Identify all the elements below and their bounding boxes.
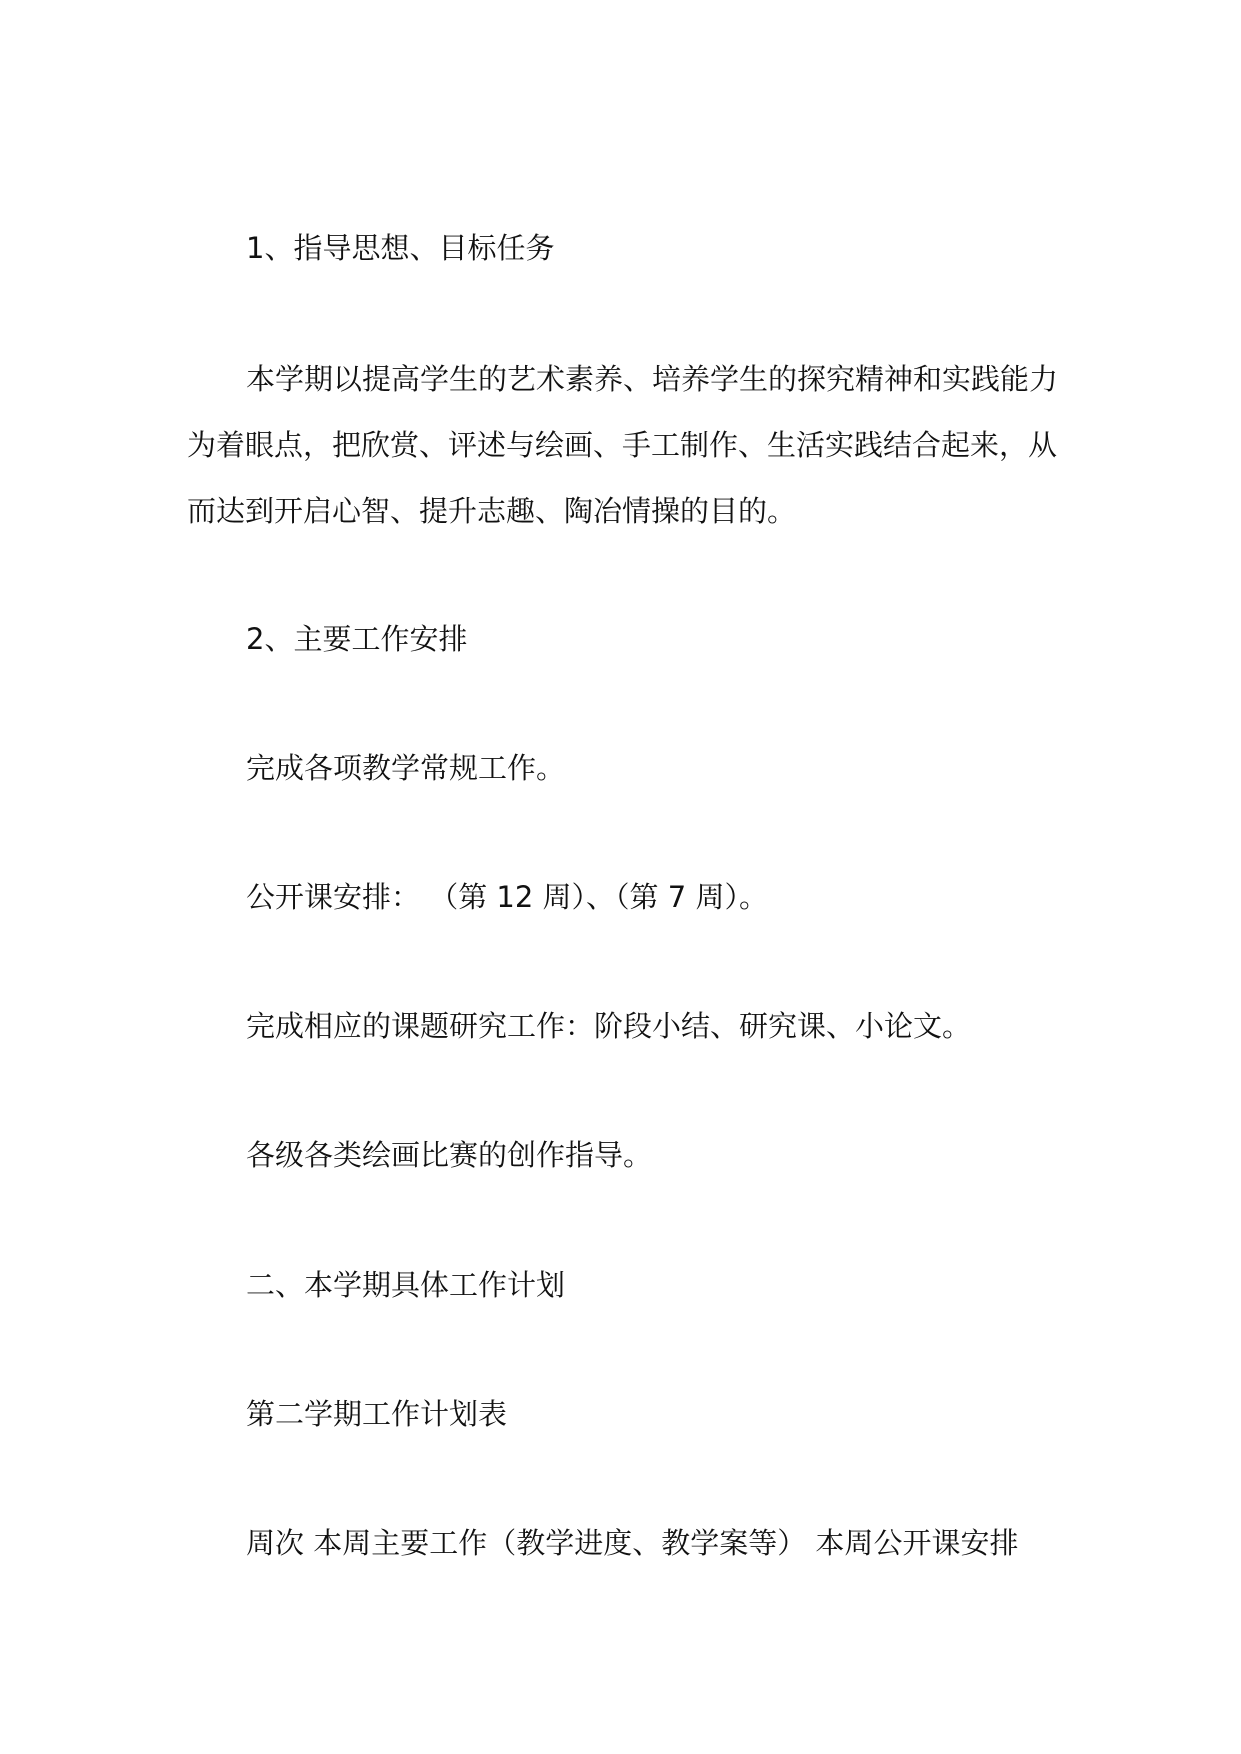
section1-heading: 1、指导思想、目标任务 [246, 231, 555, 265]
plan-table-header: 周次 本周主要工作（教学进度、教学案等） 本周公开课安排 [246, 1526, 1019, 1560]
section2-heading: 2、主要工作安排 [246, 622, 468, 656]
section1-body-line-1: 本学期以提高学生的艺术素养、培养学生的探究精神和实践能力 [246, 362, 1059, 396]
section1-body-line-3: 而达到开启心智、提升志趣、陶冶情操的目的。 [187, 494, 797, 528]
section1-body-line-2: 为着眼点，把欣赏、评述与绘画、手工制作、生活实践结合起来，从 [187, 428, 1058, 462]
open-class-item: 公开课安排： （第 12 周）、（第 7 周）。 [246, 880, 768, 914]
work-plan-heading: 二、本学期具体工作计划 [246, 1268, 566, 1302]
plan-table-title: 第二学期工作计划表 [246, 1397, 508, 1431]
routine-work-item: 完成各项教学常规工作。 [246, 751, 566, 785]
research-item: 完成相应的课题研究工作：阶段小结、研究课、小论文。 [246, 1009, 972, 1043]
contest-item: 各级各类绘画比赛的创作指导。 [246, 1138, 653, 1172]
